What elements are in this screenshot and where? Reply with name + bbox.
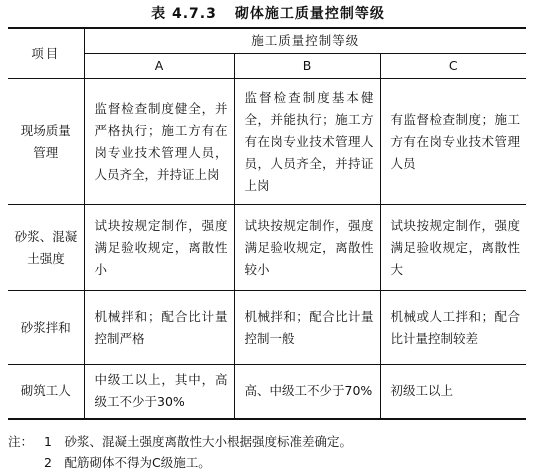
grade-group-header: 施工质量控制等级 [84,28,526,54]
table-cell: 有监督检查制度；施工方有在岗专业技术管理人员 [380,79,526,205]
table-row [8,79,526,205]
row-label [8,79,84,205]
table-row [8,205,526,291]
table-cell: 初级工以上 [380,365,526,419]
row-label-text: 现场质量管理 [20,122,71,160]
table-row [8,365,526,419]
table-caption [0,3,536,23]
table-cell: 中级工以上，其中，高级工不少于30% [84,365,234,419]
table-cell: 高、中级工不少于70% [234,365,380,419]
row-label [8,205,84,291]
quality-control-grade-table [8,27,526,420]
row-label: 砂浆拌和 [8,291,84,365]
table-cell: 试块按规定制作，强度满足验收规定，离散性小 [84,205,234,291]
header-row [8,28,526,54]
table-cell: 机械拌和；配合比计量控制严格 [84,291,234,365]
row-label-text: 砂浆、混凝土强度 [14,228,78,266]
row-label: 砌筑工人 [8,365,84,419]
note-text: 配筋砌体不得为C级施工。 [64,455,211,470]
note-number: 2 [44,455,52,470]
grade-b-header: B [234,54,380,79]
table-cell: 试块按规定制作，强度满足验收规定，离散性大 [380,205,526,291]
table-cell: 机械拌和；配合比计量控制一般 [234,291,380,365]
item-header: 项目 [8,28,84,79]
note-item [8,431,352,452]
table-row [8,291,526,365]
table-cell: 试块按规定制作，强度满足验收规定，离散性较小 [234,205,380,291]
table-cell: 监督检查制度基本健全，并能执行；施工方有在岗专业技术管理人员，人员齐全，并持证上岗 [234,79,380,205]
note-number: 1 [44,434,52,449]
notes-label: 注： [8,434,34,449]
grade-c-header: C [380,54,526,79]
table-number: 表 4.7.3 [151,6,217,22]
table-cell: 监督检查制度健全，并严格执行；施工方有在岗专业技术管理人员，人员齐全，并持证上岗 [84,79,234,205]
table-notes [8,431,352,473]
grade-header-row [8,54,526,79]
table-title: 砌体施工质量控制等级 [234,6,385,22]
table-cell: 机械或人工拌和；配合比计量控制较差 [380,291,526,365]
note-text: 砂浆、混凝土强度离散性大小根据强度标准差确定。 [64,434,352,449]
grade-a-header: A [84,54,234,79]
note-item [8,452,352,473]
